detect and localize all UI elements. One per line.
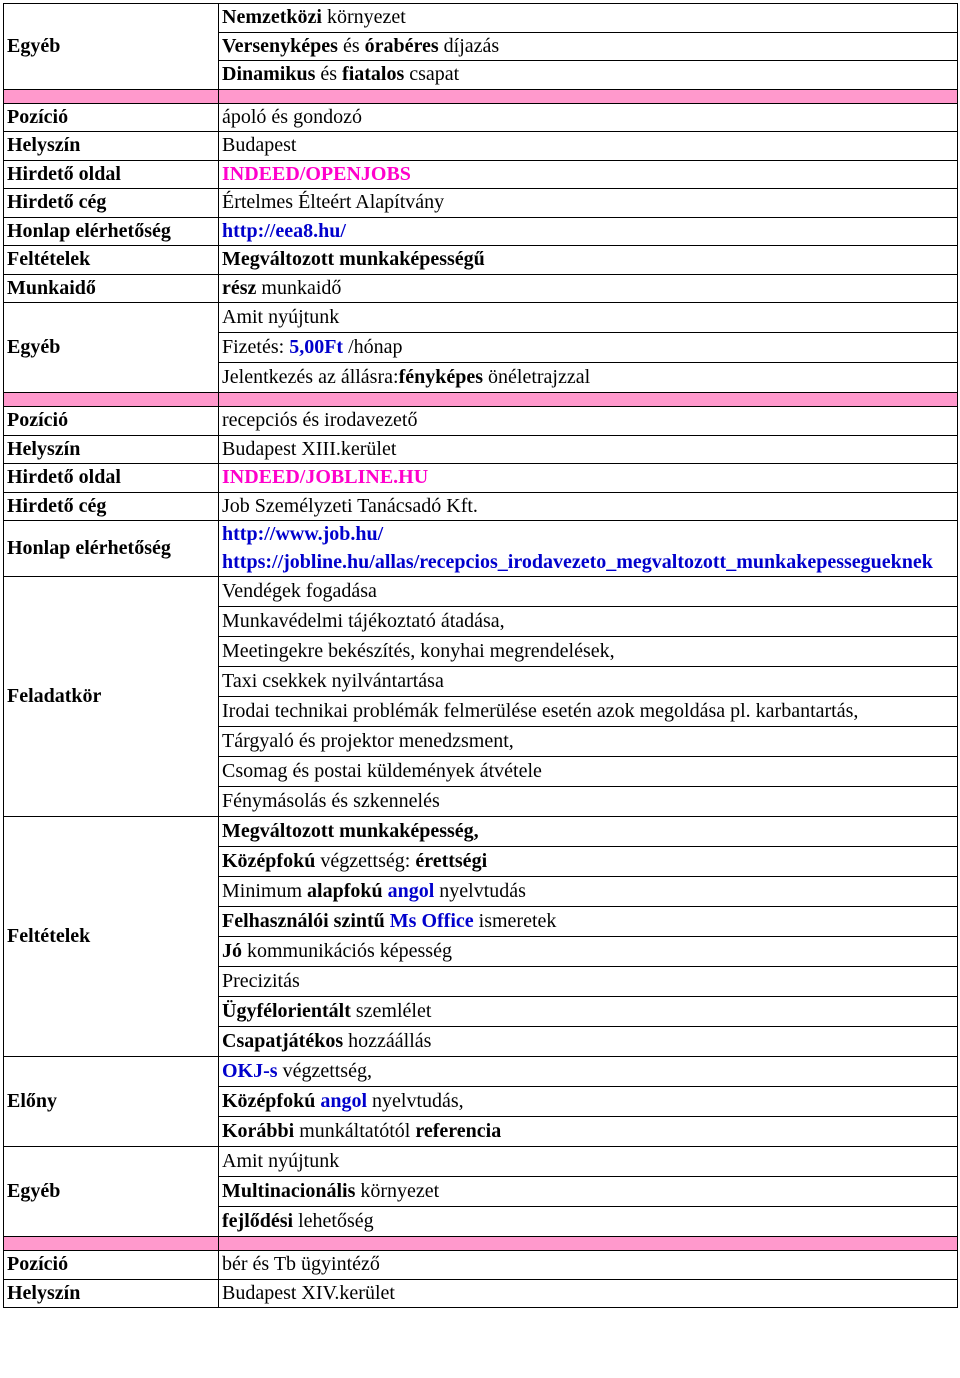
label-website: Honlap elérhetőség bbox=[4, 217, 219, 246]
label-other: Egyéb bbox=[4, 1147, 219, 1237]
row-other bbox=[4, 303, 958, 393]
row-site bbox=[4, 160, 958, 189]
row-location bbox=[4, 435, 958, 464]
advantage-item: Korábbi munkáltatótól referencia bbox=[219, 1116, 957, 1146]
condition-item: Megváltozott munkaképesség, bbox=[222, 820, 479, 842]
label-location: Helyszín bbox=[4, 1279, 219, 1308]
condition-item: Csapatjátékos hozzáállás bbox=[219, 1026, 957, 1056]
row-conditions bbox=[4, 246, 958, 275]
task-item: Tárgyaló és projektor menedzsment, bbox=[219, 726, 957, 756]
separator-row bbox=[4, 393, 958, 407]
value-other-line-3: Dinamikus és fiatalos csapat bbox=[219, 61, 958, 90]
condition-item: Felhasználói szintű Ms Office ismeretek bbox=[219, 906, 957, 936]
value-site: INDEED/JOBLINE.HU bbox=[219, 464, 958, 493]
separator-row bbox=[4, 1237, 958, 1251]
job-listing-table bbox=[3, 3, 958, 1308]
advantage-item: Középfokú angol nyelvtudás, bbox=[219, 1086, 957, 1116]
value-location: Budapest XIII.kerület bbox=[219, 435, 958, 464]
value-location: Budapest bbox=[219, 132, 958, 161]
value-other-block bbox=[219, 1147, 958, 1237]
website-link[interactable]: http://eea8.hu/ bbox=[219, 217, 958, 246]
value-tasks-block bbox=[219, 577, 958, 817]
label-site: Hirdető oldal bbox=[4, 464, 219, 493]
condition-item: Jó kommunikációs képesség bbox=[219, 936, 957, 966]
label-company: Hirdető cég bbox=[4, 492, 219, 521]
row-position bbox=[4, 1251, 958, 1280]
value-conditions-block bbox=[219, 817, 958, 1057]
label-position: Pozíció bbox=[4, 407, 219, 436]
row-website bbox=[4, 217, 958, 246]
label-position: Pozíció bbox=[4, 1251, 219, 1280]
value-location: Budapest XIV.kerület bbox=[219, 1279, 958, 1308]
label-tasks: Feladatkör bbox=[4, 577, 219, 817]
task-item: Meetingekre bekészítés, konyhai megrendelések, bbox=[219, 636, 957, 666]
value-other-line-2: Versenyképes és órabéres díjazás bbox=[219, 32, 958, 61]
value-position: bér és Tb ügyintéző bbox=[219, 1251, 958, 1280]
label-location: Helyszín bbox=[4, 435, 219, 464]
separator-row bbox=[4, 89, 958, 103]
value-website-block bbox=[219, 521, 958, 577]
value-company: Értelmes Élteért Alapítvány bbox=[219, 189, 958, 218]
task-item: Vendégek fogadása bbox=[222, 580, 377, 602]
row-hours bbox=[4, 274, 958, 303]
row-company bbox=[4, 492, 958, 521]
value-pay: Fizetés: 5,00Ft /hónap bbox=[219, 332, 957, 362]
task-item: Irodai technikai problémák felmerülése esetén azok megoldása pl. karbantartás, bbox=[219, 696, 957, 726]
value-position: recepciós és irodavezető bbox=[219, 407, 958, 436]
label-conditions: Feltételek bbox=[4, 817, 219, 1057]
value-hours: rész munkaidő bbox=[219, 274, 958, 303]
value-other-block bbox=[219, 303, 958, 393]
row-conditions bbox=[4, 817, 958, 1057]
label-hours: Munkaidő bbox=[4, 274, 219, 303]
task-item: Taxi csekkek nyilvántartása bbox=[219, 666, 957, 696]
row-position bbox=[4, 407, 958, 436]
row-location bbox=[4, 1279, 958, 1308]
row-tasks bbox=[4, 577, 958, 817]
other-item: Amit nyújtunk bbox=[222, 1150, 340, 1172]
condition-item: Minimum alapfokú angol nyelvtudás bbox=[219, 876, 957, 906]
label-position: Pozíció bbox=[4, 103, 219, 132]
label-conditions: Feltételek bbox=[4, 246, 219, 275]
label-other: Egyéb bbox=[4, 303, 219, 393]
label-website: Honlap elérhetőség bbox=[4, 521, 219, 577]
row-company bbox=[4, 189, 958, 218]
row-position bbox=[4, 103, 958, 132]
value-position: ápoló és gondozó bbox=[219, 103, 958, 132]
label-site: Hirdető oldal bbox=[4, 160, 219, 189]
other-item: Multinacionális környezet bbox=[219, 1176, 957, 1206]
row-other bbox=[4, 1147, 958, 1237]
label-advantage: Előny bbox=[4, 1057, 219, 1147]
advantage-item: OKJ-s végzettség, bbox=[222, 1060, 372, 1082]
task-item: Csomag és postai küldemények átvétele bbox=[219, 756, 957, 786]
value-company: Job Személyzeti Tanácsadó Kft. bbox=[219, 492, 958, 521]
condition-item: Precizitás bbox=[219, 966, 957, 996]
task-item: Munkavédelmi tájékoztató átadása, bbox=[219, 606, 957, 636]
row-other-top bbox=[4, 4, 958, 33]
condition-item: Ügyfélorientált szemlélet bbox=[219, 996, 957, 1026]
label-company: Hirdető cég bbox=[4, 189, 219, 218]
website-link[interactable]: http://www.job.hu/ bbox=[222, 523, 384, 545]
row-site bbox=[4, 464, 958, 493]
value-conditions: Megváltozott munkaképességű bbox=[219, 246, 958, 275]
label-other: Egyéb bbox=[4, 4, 219, 90]
value-offer: Amit nyújtunk bbox=[222, 306, 340, 328]
task-item: Fénymásolás és szkennelés bbox=[219, 786, 957, 816]
label-location: Helyszín bbox=[4, 132, 219, 161]
value-site: INDEED/OPENJOBS bbox=[219, 160, 958, 189]
row-location bbox=[4, 132, 958, 161]
value-other-line-1: Nemzetközi környezet bbox=[219, 4, 958, 33]
other-item: fejlődési lehetőség bbox=[219, 1206, 957, 1236]
condition-item: Középfokú végzettség: érettségi bbox=[219, 846, 957, 876]
value-apply: Jelentkezés az állásra:fényképes önéletrajzzal bbox=[219, 362, 957, 392]
row-advantage bbox=[4, 1057, 958, 1147]
jobline-link[interactable]: https://jobline.hu/allas/recepcios_irodavezeto_megvaltozott_munkakepessegueknek bbox=[222, 550, 933, 573]
row-website bbox=[4, 521, 958, 577]
value-advantage-block bbox=[219, 1057, 958, 1147]
